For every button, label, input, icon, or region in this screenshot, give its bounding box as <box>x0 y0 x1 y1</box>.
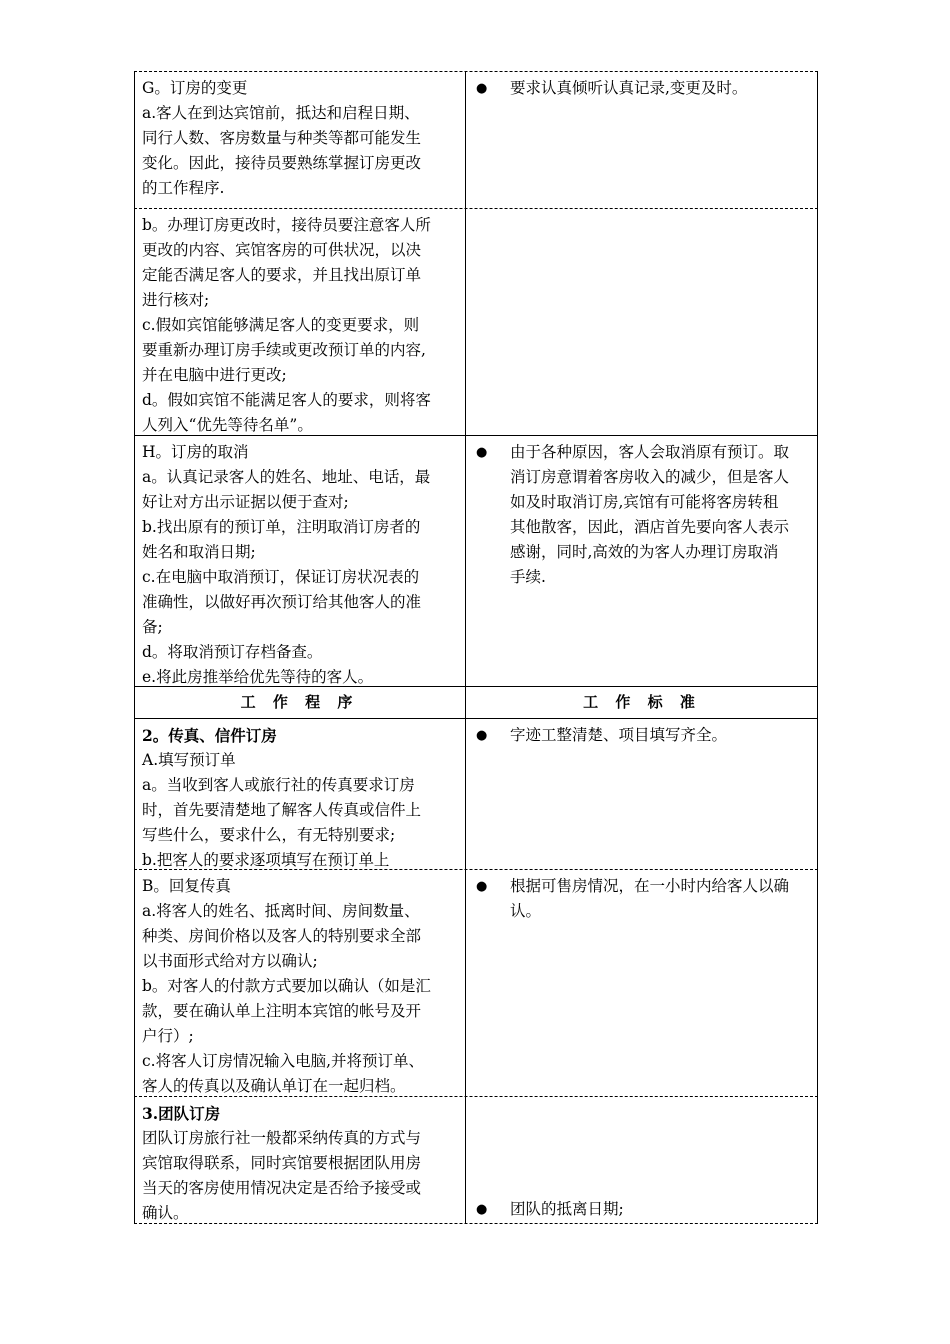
text-line: 准确性，以做好再次预订给其他客人的准 <box>142 593 422 611</box>
section-title: 3.团队订房 <box>142 1104 221 1123</box>
bullet-item <box>474 440 810 590</box>
text-line: 的工作程序. <box>142 179 225 197</box>
text-line: A.填写预订单 <box>142 751 236 769</box>
text-line: a.将客人的姓名、抵离时间、房间数量、 <box>142 902 420 920</box>
text-line: 要重新办理订房手续或更改预订单的内容, <box>142 341 426 359</box>
text-line: 手续. <box>510 568 546 586</box>
text-line: H。订房的取消 <box>142 443 249 461</box>
header-standard: 工 作 标 准 <box>583 693 701 711</box>
text-line: 户行）; <box>142 1027 194 1045</box>
text-line: b。办理订房更改时，接待员要注意客人所 <box>142 216 431 234</box>
text-line: 根据可售房情况，在一小时内给客人以确 <box>510 877 790 895</box>
text-line: a。认真记录客人的姓名、地址、电话，最 <box>142 468 431 486</box>
standard-cell <box>465 870 818 1096</box>
text-line: 当天的客房使用情况决定是否给予接受或 <box>142 1179 422 1197</box>
text-line: 备; <box>142 618 163 636</box>
text-line: 种类、房间价格以及客人的特别要求全部 <box>142 927 422 945</box>
text-line: 同行人数、客房数量与种类等都可能发生 <box>142 129 422 147</box>
text-line: 由于各种原因，客人会取消原有预订。取 <box>510 443 790 461</box>
table-header-row <box>134 686 818 718</box>
procedure-cell <box>134 209 465 435</box>
text-line: 宾馆取得联系，同时宾馆要根据团队用房 <box>142 1154 422 1172</box>
text-line: a。当收到客人或旅行社的传真要求订房 <box>142 776 415 794</box>
standard-cell <box>465 209 818 435</box>
table-border-left <box>134 71 135 1224</box>
procedure-cell <box>134 436 465 686</box>
text-line: 团队订房旅行社一般都采纳传真的方式与 <box>142 1129 422 1147</box>
text-line: 认。 <box>510 902 542 920</box>
text-line: 如及时取消订房,宾馆有可能将客房转租 <box>510 493 779 511</box>
text-line: 其他散客，因此，酒店首先要向客人表示 <box>510 518 790 536</box>
text-line: c.在电脑中取消预订，保证订房状况表的 <box>142 568 420 586</box>
table-row-g-continued <box>134 208 818 435</box>
text-line: c.将客人订房情况输入电脑,并将预订单、 <box>142 1052 425 1070</box>
text-line: G。订房的变更 <box>142 79 248 97</box>
procedure-cell <box>134 719 465 869</box>
table-row-group-booking <box>134 1096 818 1224</box>
text-line: 更改的内容、宾馆客房的可供状况，以决 <box>142 241 422 259</box>
text-line: d。将取消预订存档备查。 <box>142 643 323 661</box>
table-row-g <box>134 71 818 208</box>
bullet-item <box>474 1197 810 1222</box>
text-line: 以书面形式给对方以确认; <box>142 952 318 970</box>
section-title: 2。传真、信件订房 <box>142 726 277 745</box>
text-line: 变化。因此，接待员要熟练掌握订房更改 <box>142 154 422 172</box>
standard-cell <box>465 436 818 686</box>
bullet-item <box>474 723 810 748</box>
procedure-cell <box>134 870 465 1096</box>
table-row-reply-fax <box>134 869 818 1096</box>
text-line: c.假如宾馆能够满足客人的变更要求，则 <box>142 316 420 334</box>
text-line: 感谢，同时,高效的为客人办理订房取消 <box>510 543 779 561</box>
bullet-item <box>474 874 810 924</box>
header-procedure: 工 作 程 序 <box>240 693 359 711</box>
text-line: B。回复传真 <box>142 877 231 895</box>
text-line: 写些什么，要求什么，有无特别要求; <box>142 826 396 844</box>
procedure-cell <box>134 1097 465 1223</box>
procedure-table <box>134 71 818 1224</box>
text-line: 消订房意谓着客房收入的减少，但是客人 <box>510 468 790 486</box>
text-line: 好让对方出示证据以便于查对; <box>142 493 349 511</box>
text-line: 姓名和取消日期; <box>142 543 256 561</box>
text-line: 团队的抵离日期; <box>510 1200 624 1218</box>
text-line: 人列入“优先等待名单”。 <box>142 416 313 434</box>
standard-cell <box>465 1097 818 1223</box>
text-line: 进行核对; <box>142 291 210 309</box>
bullet-icon: ● <box>476 81 488 96</box>
text-line: 客人的传真以及确认单订在一起归档。 <box>142 1077 406 1095</box>
standard-cell <box>465 72 818 208</box>
table-border-middle <box>465 71 466 1224</box>
bullet-icon: ● <box>476 445 488 460</box>
text-line: d。假如宾馆不能满足客人的要求，则将客 <box>142 391 431 409</box>
table-row-fax-booking <box>134 718 818 869</box>
table-border-right <box>817 71 818 1224</box>
bullet-icon: ● <box>476 1202 488 1217</box>
text-line: 字迹工整清楚、项目填写齐全。 <box>510 726 728 744</box>
text-line: a.客人在到达宾馆前，抵达和启程日期、 <box>142 104 420 122</box>
text-line: 款，要在确认单上注明本宾馆的帐号及开 <box>142 1002 422 1020</box>
standard-cell <box>465 719 818 869</box>
bullet-icon: ● <box>476 879 488 894</box>
text-line: 确认。 <box>142 1204 189 1222</box>
procedure-cell <box>134 72 465 208</box>
text-line: 并在电脑中进行更改; <box>142 366 287 384</box>
bullet-item <box>474 76 810 101</box>
table-row-h <box>134 435 818 686</box>
text-line: e.将此房推举给优先等待的客人。 <box>142 668 374 686</box>
text-line: 时，首先要清楚地了解客人传真或信件上 <box>142 801 422 819</box>
text-line: b。对客人的付款方式要加以确认（如是汇 <box>142 977 431 995</box>
text-line: b.找出原有的预订单，注明取消订房者的 <box>142 518 421 536</box>
text-line: 定能否满足客人的要求，并且找出原订单 <box>142 266 422 284</box>
text-line: b.把客人的要求逐项填写在预订单上 <box>142 851 390 869</box>
bullet-icon: ● <box>476 728 488 743</box>
text-line: 要求认真倾听认真记录,变更及时。 <box>510 79 748 97</box>
